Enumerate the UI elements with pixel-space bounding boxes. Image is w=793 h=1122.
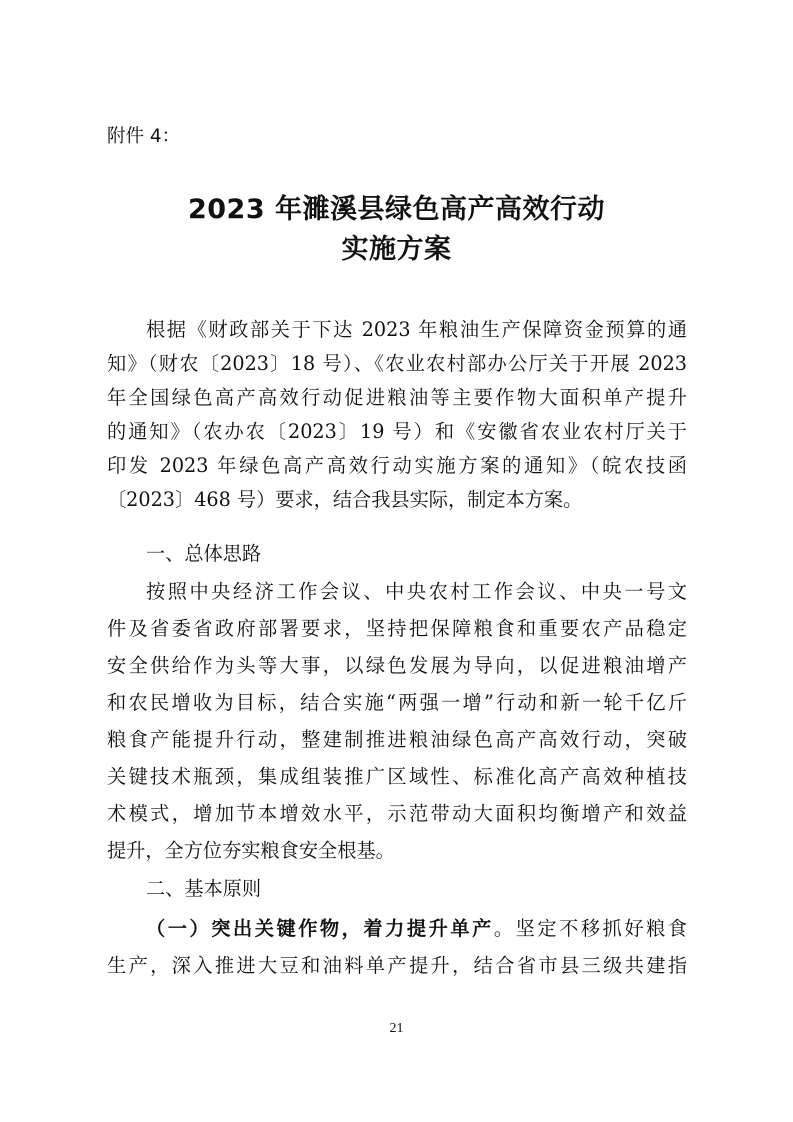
intro-line-3: 年全国绿色高产高效行动促进粮油等主要作物大面积单产提升 (107, 386, 687, 409)
document-title-line-2: 实施方案 (341, 234, 452, 265)
section-2-line-2: 生产，深入推进大豆和油料单产提升，结合省市县三级共建指 (107, 954, 687, 977)
section-1-line-7: 术模式，增加节本增效水平，示范带动大面积均衡增产和效益 (107, 802, 687, 825)
intro-line-2: 知》（财农〔2023〕18 号）、《农业农村部办公厅关于开展 2023 (107, 352, 687, 375)
intro-line-6: 〔2023〕468 号）要求，结合我县实际，制定本方案。 (107, 488, 583, 511)
document-title-line-1: 2023 年濉溪县绿色高产高效行动 (187, 194, 606, 225)
intro-line-1: 根据《财政部关于下达 2023 年粮油生产保障资金预算的通 (146, 318, 687, 341)
page-number: 21 (389, 1021, 404, 1036)
intro-line-4: 的通知》（农办农〔2023〕19 号）和《安徽省农业农村厅关于 (107, 420, 687, 443)
section-1-line-3: 安全供给作为头等大事，以绿色发展为导向，以促进粮油增产 (107, 654, 687, 677)
section-1-line-8: 提升，全方位夯实粮食安全根基。 (107, 839, 395, 862)
section-1-heading: 一、总体思路 (146, 542, 262, 565)
section-1-line-1: 按照中央经济工作会议、中央农村工作会议、中央一号文 (146, 580, 687, 603)
intro-line-5: 印发 2023 年绿色高产高效行动实施方案的通知》（皖农技函 (107, 454, 687, 477)
section-2-heading: 二、基本原则 (146, 877, 262, 900)
section-1-line-2: 件及省委省政府部署要求，坚持把保障粮食和重要农产品稳定 (107, 617, 687, 640)
subsection-1-text: 。坚定不移抓好粮食 (493, 917, 687, 940)
section-2-subsection-line (146, 912, 687, 946)
section-1-line-4: 和农民增收为目标，结合实施“两强一增”行动和新一轮千亿斤 (107, 691, 687, 714)
section-1-line-6: 关键技术瓶颈，集成组装推广区域性、标准化高产高效种植技 (107, 765, 687, 788)
section-1-line-5: 粮食产能提升行动，整建制推进粮油绿色高产高效行动，突破 (107, 728, 687, 751)
subsection-1-title: （一）突出关键作物，着力提升单产 (146, 917, 494, 940)
attachment-label: 附件 4： (107, 126, 181, 147)
